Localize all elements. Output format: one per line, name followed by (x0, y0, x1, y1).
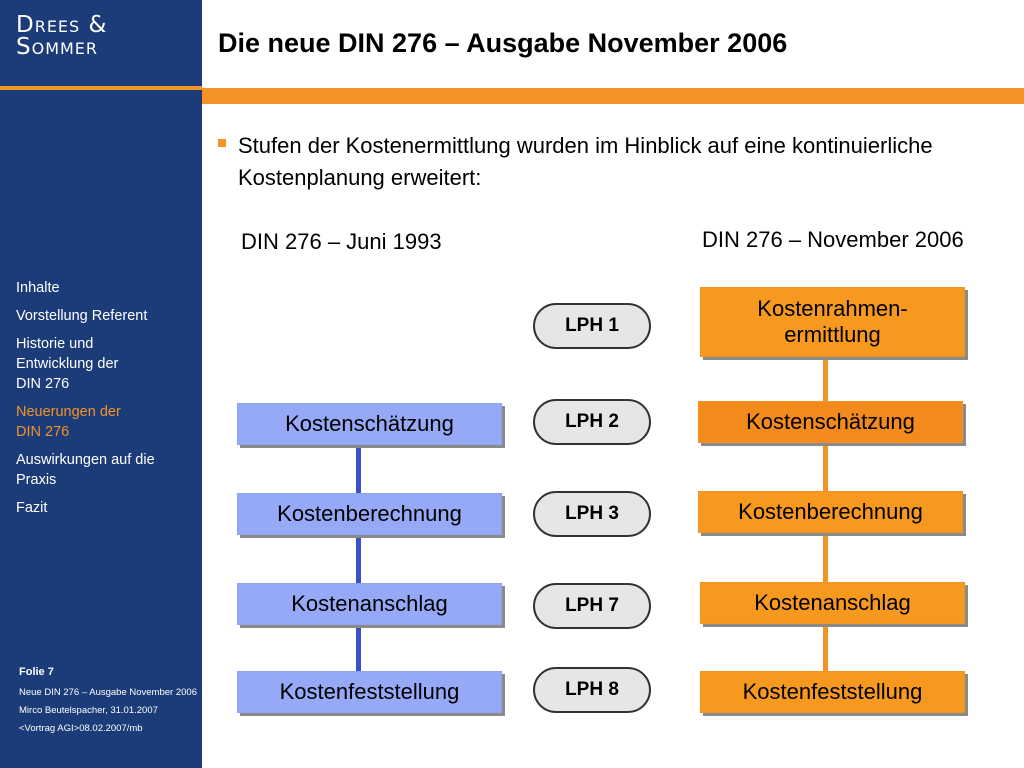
nav-item-historie[interactable]: Historie und Entwicklung der DIN 276 (16, 336, 119, 392)
left-box-kostenfeststellung[interactable]: Kostenfeststellung (237, 671, 502, 713)
left-box-kostenanschlag[interactable]: Kostenanschlag (237, 583, 502, 625)
right-box-kostenberechnung[interactable]: Kostenberechnung (698, 491, 963, 533)
logo-divider (0, 86, 202, 90)
company-logo (16, 14, 107, 58)
right-column-heading: DIN 276 – November 2006 (702, 227, 964, 252)
footer-author-date: Mirco Beutelspacher, 31.01.2007 (19, 705, 158, 716)
footer-event: <Vortrag AGI>08.02.2007/mb (19, 723, 143, 734)
nav-item-neuerungen[interactable]: Neuerungen der DIN 276 (16, 404, 121, 440)
phase-lph-1[interactable]: LPH 1 (533, 303, 651, 349)
right-box-kostenschaetzung[interactable]: Kostenschätzung (698, 401, 963, 443)
slide-title: Die neue DIN 276 – Ausgabe November 2006 (218, 28, 788, 58)
logo-line-2: Sommer (16, 34, 99, 60)
left-box-kostenschaetzung[interactable]: Kostenschätzung (237, 403, 502, 445)
sidebar-nav (16, 278, 196, 526)
right-box-kostenanschlag[interactable]: Kostenanschlag (700, 582, 965, 624)
left-box-kostenberechnung[interactable]: Kostenberechnung (237, 493, 502, 535)
nav-item-inhalte[interactable]: Inhalte (16, 280, 60, 296)
slide-number: Folie 7 (19, 666, 54, 678)
footer-presentation-title: Neue DIN 276 – Ausgabe November 2006 (19, 687, 197, 698)
phase-lph-3[interactable]: LPH 3 (533, 491, 651, 537)
title-divider (202, 88, 1024, 104)
phase-lph-2[interactable]: LPH 2 (533, 399, 651, 445)
right-box-kostenfeststellung[interactable]: Kostenfeststellung (700, 671, 965, 713)
sidebar (0, 0, 202, 768)
left-column-heading: DIN 276 – Juni 1993 (241, 229, 442, 254)
right-box-kostenrahmenermittlung[interactable]: Kostenrahmen- ermittlung (700, 287, 965, 357)
slide-footer (19, 666, 199, 738)
nav-item-auswirkungen[interactable]: Auswirkungen auf die Praxis (16, 452, 155, 488)
left-connector-line (356, 440, 361, 700)
bullet-square-icon (218, 139, 226, 147)
nav-item-fazit[interactable]: Fazit (16, 500, 48, 516)
phase-lph-8[interactable]: LPH 8 (533, 667, 651, 713)
nav-item-vorstellung-referent[interactable]: Vorstellung Referent (16, 308, 148, 324)
logo-line-1: Drees & (16, 12, 108, 38)
phase-lph-7[interactable]: LPH 7 (533, 583, 651, 629)
bullet-point (218, 130, 998, 194)
bullet-text: Stufen der Kostenermittlung wurden im Hinblick auf eine kontinuierliche Kostenplanung erweitert: (238, 133, 933, 190)
